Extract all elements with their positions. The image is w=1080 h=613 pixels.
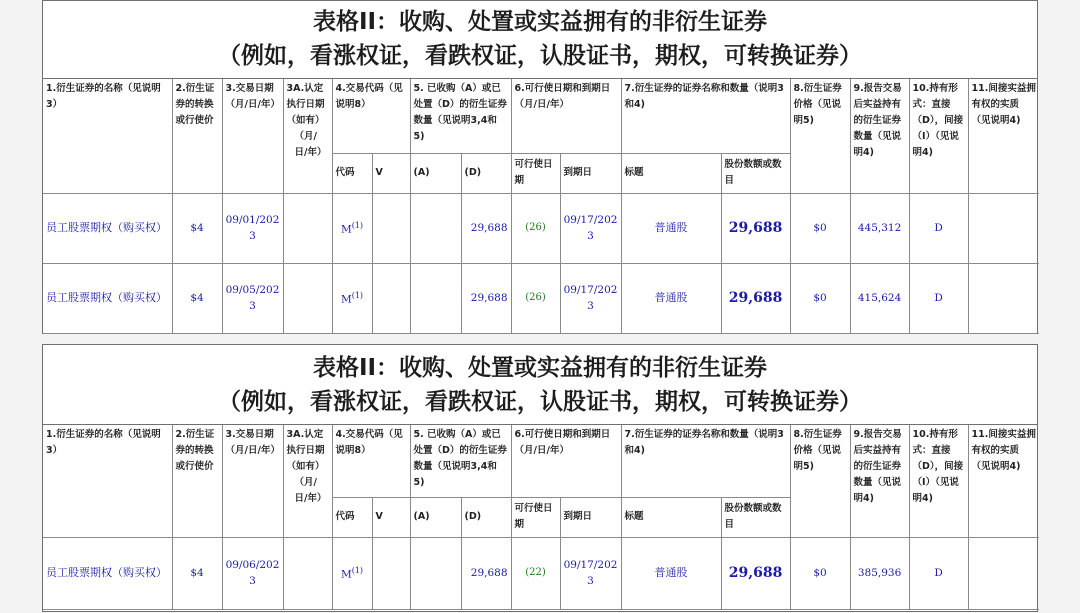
cell-expiry: 09/17/2023 [560,263,621,333]
header-underlying: 7.衍生证券的证券名称和数量（说明3和4) [621,425,790,497]
code-value: M [340,568,352,581]
cell-acquired [410,263,461,333]
cell-acquired [410,193,461,263]
header-ownership-form: 10.持有形式：直接（D），间接（I）（见说明4) [909,425,968,537]
cell-transaction-date: 09/05/2023 [222,263,283,333]
subheader-code: 代码 [332,153,372,193]
title-line-1: 表格II：收购、处置或实益拥有的非衍生证券 [312,9,768,35]
table-block-2 [42,344,1038,612]
cell-ownership-form: D [909,193,968,263]
code-footnote: (1) [351,566,364,576]
header-owned-after: 9.报告交易后实益持有的衍生证券数量（见说明4) [850,79,909,193]
subheader-exercisable: 可行使日期 [511,153,560,193]
cell-owned-after: 385,936 [850,537,909,609]
subheader-a: (A) [410,153,461,193]
cell-expiry: 09/17/2023 [560,537,621,609]
cell-exercisable-footnote: (26) [511,193,560,263]
header-transaction-code: 4.交易代码（见说明8） [332,425,410,497]
table-row [43,193,1039,263]
title-line-2: （例如，看涨权证，看跌权证，认股证书，期权，可转换证券） [218,389,862,415]
subheader-d: (D) [461,497,511,537]
cell-derivative-price: $0 [790,263,850,333]
header-deemed-date-label: 3A.认定执行日期（如有） [286,429,325,472]
cell-security-name: 员工股票期权（购买权） [43,263,172,333]
cell-conversion-price: $4 [172,537,222,609]
cell-disposed: 29,688 [461,193,511,263]
table-row [43,263,1039,333]
header-exercise-expiry: 6.可行使日期和到期日（月/日/年） [511,79,621,153]
table-block-1 [42,0,1038,334]
header-owned-after: 9.报告交易后实益持有的衍生证券数量（见说明4) [850,425,909,537]
cell-underlying-shares: 29,688 [721,263,790,333]
table-title [43,345,1037,425]
cell-underlying-shares: 29,688 [721,193,790,263]
cell-disposed: 29,688 [461,537,511,609]
cell-code [332,263,372,333]
cell-expiry: 09/17/2023 [560,193,621,263]
cell-security-name: 员工股票期权（购买权） [43,193,172,263]
header-deemed-date [283,79,332,193]
subheader-a: (A) [410,497,461,537]
header-acquired-disposed: 5. 已收购（A）或已处置（D）的衍生证券数量（见说明3,4和5) [410,425,511,497]
cell-security-name: 员工股票期权（购买权） [43,537,172,609]
header-transaction-date: 3.交易日期（月/日/年） [222,425,283,537]
cell-code [332,193,372,263]
cell-underlying-title: 普通股 [621,193,721,263]
cell-owned-after: 415,624 [850,263,909,333]
header-derivative-price: 8.衍生证券价格（见说明5) [790,79,850,193]
header-security-name: 1.衍生证券的名称（见说明3） [43,425,172,537]
subheader-expiry: 到期日 [560,153,621,193]
header-deemed-date [283,425,332,537]
header-underlying: 7.衍生证券的证券名称和数量（说明3和4) [621,79,790,153]
subheader-code: 代码 [332,497,372,537]
cell-ownership-form: D [909,263,968,333]
cell-deemed-date [283,537,332,609]
cell-underlying-shares: 29,688 [721,537,790,609]
cell-exercisable-footnote: (26) [511,263,560,333]
header-ownership-form: 10.持有形式：直接（D），间接（I）（见说明4) [909,79,968,193]
table-row [43,537,1039,609]
code-footnote: (1) [351,291,364,301]
header-indirect-nature: 11.间接实益拥有权的实质（见说明4) [968,425,1039,537]
subheader-d: (D) [461,153,511,193]
header-deemed-date-label: 3A.认定执行日期（如有） [286,83,325,126]
cell-v [372,537,410,609]
header-transaction-date: 3.交易日期（月/日/年） [222,79,283,193]
cell-underlying-title: 普通股 [621,537,721,609]
cell-exercisable-footnote: (22) [511,537,560,609]
cell-ownership-form: D [909,537,968,609]
header-exercise-expiry: 6.可行使日期和到期日（月/日/年） [511,425,621,497]
cell-derivative-price: $0 [790,193,850,263]
subheader-exercisable: 可行使日期 [511,497,560,537]
cell-underlying-title: 普通股 [621,263,721,333]
cell-indirect-nature [968,537,1039,609]
subheader-title: 标题 [621,497,721,537]
cell-indirect-nature [968,193,1039,263]
derivative-table [43,79,1039,334]
code-footnote: (1) [351,221,364,231]
cell-transaction-date: 09/06/2023 [222,537,283,609]
header-security-name: 1.衍生证券的名称（见说明3） [43,79,172,193]
header-derivative-price: 8.衍生证券价格（见说明5) [790,425,850,537]
code-value: M [340,223,352,236]
title-line-1: 表格II：收购、处置或实益拥有的非衍生证券 [312,355,768,381]
cell-conversion-price: $4 [172,263,222,333]
cell-owned-after: 445,312 [850,193,909,263]
cell-derivative-price: $0 [790,537,850,609]
subheader-expiry: 到期日 [560,497,621,537]
cell-code [332,537,372,609]
title-line-2: （例如，看涨权证，看跌权证，认股证书，期权，可转换证券） [218,43,862,69]
subheader-shares: 股份数额或数目 [721,497,790,537]
subheader-v: V [372,153,410,193]
cell-disposed: 29,688 [461,263,511,333]
cell-acquired [410,537,461,609]
header-conversion-price: 2.衍生证券的转换或行使价 [172,425,222,537]
subheader-title: 标题 [621,153,721,193]
cell-deemed-date [283,263,332,333]
header-acquired-disposed: 5. 已收购（A）或已处置（D）的衍生证券数量（见说明3,4和5) [410,79,511,153]
derivative-table [43,425,1039,610]
header-transaction-code: 4.交易代码（见说明8） [332,79,410,153]
code-value: M [340,293,352,306]
subheader-shares: 股份数额或数目 [721,153,790,193]
cell-deemed-date [283,193,332,263]
header-indirect-nature: 11.间接实益拥有权的实质（见说明4) [968,79,1039,193]
cell-conversion-price: $4 [172,193,222,263]
header-deemed-date-format: （月/日/年） [294,477,327,504]
header-conversion-price: 2.衍生证券的转换或行使价 [172,79,222,193]
subheader-v: V [372,497,410,537]
cell-transaction-date: 09/01/2023 [222,193,283,263]
table-title [43,1,1037,79]
cell-indirect-nature [968,263,1039,333]
cell-v [372,193,410,263]
cell-v [372,263,410,333]
header-deemed-date-format: （月/日/年） [294,131,327,158]
